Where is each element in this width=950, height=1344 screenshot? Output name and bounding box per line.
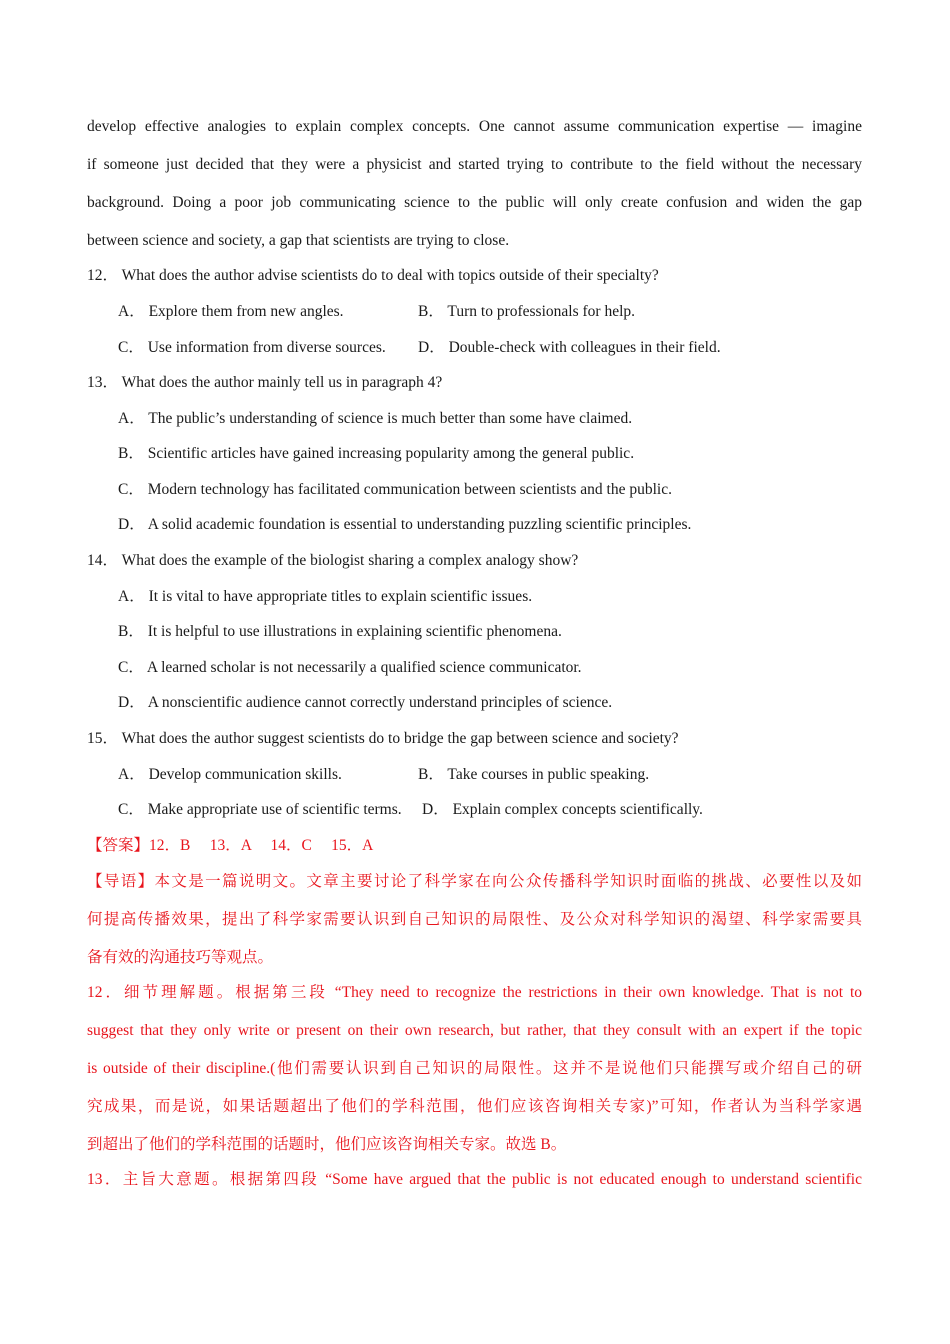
passage-line: develop effective analogies to explain complex concepts. One cannot assume communication expertise — imagine bbox=[87, 118, 862, 135]
explanation-13-line: 13．主旨大意题。根据第四段 “Some have argued that the public is not educated enough to understand scientific bbox=[87, 1171, 862, 1188]
explanation-12-line: 究成果，而是说，如果话题超出了他们的学科范围，他们应该咨询相关专家)”可知，作者认为当科学家遇 bbox=[87, 1098, 862, 1115]
question-14-option-b: B． It is helpful to use illustrations in explaining scientific phenomena. bbox=[118, 623, 562, 640]
guide-text: 本文是一篇说明文。文章主要讨论了科学家在向公众传播科学知识时面临的挑战、必要性以及如 bbox=[154, 873, 862, 890]
question-14-option-a: A． It is vital to have appropriate titles to explain scientific issues. bbox=[118, 588, 533, 605]
explanation-12-line: 到超出了他们的学科范围的话题时，他们应该咨询相关专家。故选 B。 bbox=[87, 1136, 567, 1153]
answer-text: 12．B 13．A 14．C 15．A bbox=[149, 837, 374, 854]
question-stem-15: 15． What does the author suggest scientists do to bridge the gap between science and society? bbox=[87, 730, 679, 747]
question-13-option-b: B． Scientific articles have gained increasing popularity among the general public. bbox=[118, 445, 635, 462]
question-stem-14: 14． What does the example of the biologist sharing a complex analogy show? bbox=[87, 552, 579, 569]
answer-label: 【答案】 bbox=[87, 837, 150, 854]
question-13-option-c: C． Modern technology has facilitated communication between scientists and the public. bbox=[118, 481, 672, 498]
explanation-12-line: is outside of their discipline.(他们需要认识到自己知识的局限性。这并不是说他们只能撰写或介绍自己的研 bbox=[87, 1060, 862, 1077]
question-12-option-b: B． Turn to professionals for help. bbox=[418, 303, 636, 320]
passage-line: between science and society, a gap that scientists are trying to close. bbox=[87, 232, 510, 249]
question-15-option-c: C． Make appropriate use of scientific terms. bbox=[118, 801, 402, 818]
question-13-option-d: D． A solid academic foundation is essential to understanding puzzling scientific principles. bbox=[118, 516, 692, 533]
guide-label: 【导语】 bbox=[87, 873, 155, 890]
question-14-option-c: C． A learned scholar is not necessarily a qualified science communicator. bbox=[118, 659, 582, 676]
guide-line bbox=[87, 872, 862, 892]
guide-line: 何提高传播效果，提出了科学家需要认识到自己知识的局限性、及公众对科学知识的渴望、科学家需要具 bbox=[87, 911, 862, 928]
question-15-option-a: A． Develop communication skills. bbox=[118, 766, 342, 783]
passage-line: background. Doing a poor job communicating science to the public will only create confusion and widen the gap bbox=[87, 194, 862, 211]
question-stem-12: 12． What does the author advise scientists do to deal with topics outside of their specialty? bbox=[87, 267, 659, 284]
question-15-option-b: B． Take courses in public speaking. bbox=[418, 766, 650, 783]
answer-line bbox=[87, 836, 373, 856]
explanation-12-line: suggest that they only write or present on their own research, but rather, that they consult with an expert if the topic bbox=[87, 1022, 862, 1039]
guide-line: 备有效的沟通技巧等观点。 bbox=[87, 949, 274, 966]
question-12-option-c: C． Use information from diverse sources. bbox=[118, 339, 386, 356]
question-15-option-d: D． Explain complex concepts scientifically. bbox=[422, 801, 703, 818]
question-12-option-d: D． Double-check with colleagues in their field. bbox=[418, 339, 721, 356]
passage-line: if someone just decided that they were a physicist and started trying to contribute to the field without the necessary bbox=[87, 156, 862, 173]
question-stem-13: 13． What does the author mainly tell us in paragraph 4? bbox=[87, 374, 443, 391]
question-13-option-a: A． The public’s understanding of science is much better than some have claimed. bbox=[118, 410, 633, 427]
question-14-option-d: D． A nonscientific audience cannot correctly understand principles of science. bbox=[118, 694, 613, 711]
explanation-12-line: 12．细节理解题。根据第三段 “They need to recognize the restrictions in their own knowledge. That is not to bbox=[87, 984, 862, 1001]
question-12-option-a: A． Explore them from new angles. bbox=[118, 303, 344, 320]
